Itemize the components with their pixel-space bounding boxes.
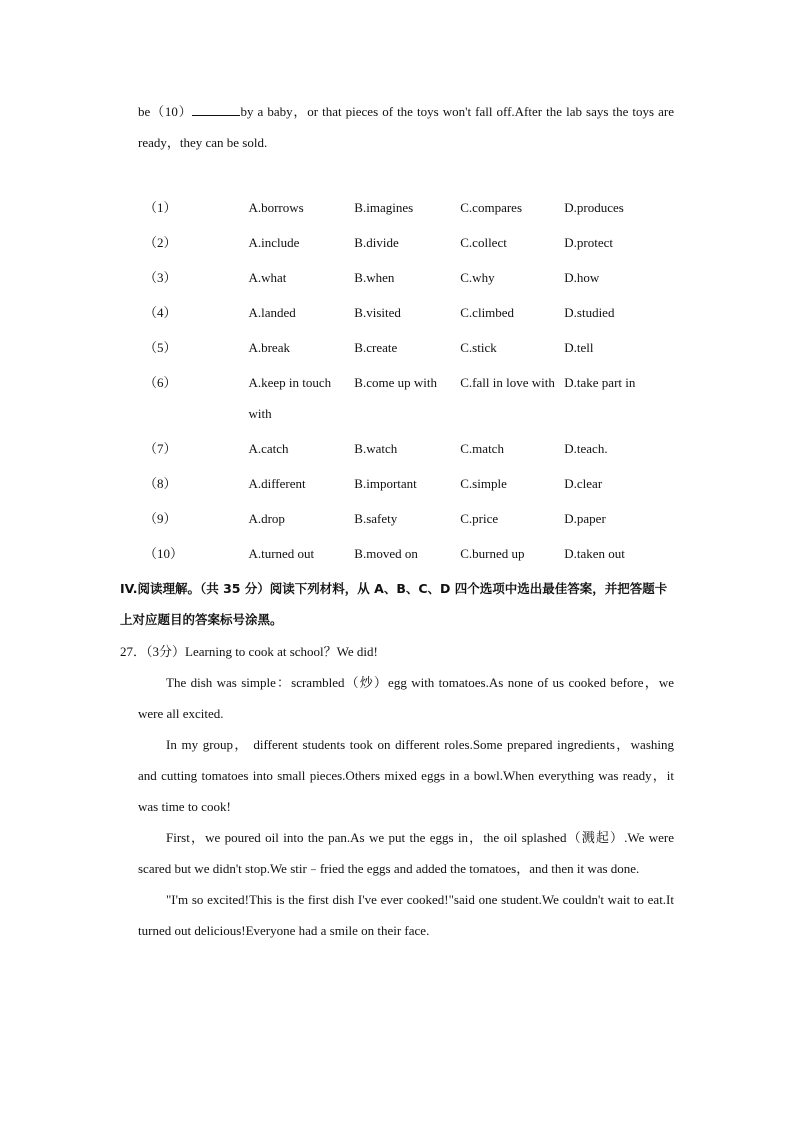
option-a: A.catch [248,441,289,456]
option-number: （9） [144,511,177,526]
question-label: 27．（3分） [120,644,186,659]
option-row [138,332,678,367]
option-c: C.simple [460,476,507,491]
option-row [138,538,678,573]
option-b: B.visited [354,305,401,320]
option-row [138,297,678,332]
option-number: （8） [144,476,177,491]
option-b: B.divide [354,235,399,250]
question-title: Learning to cook at school？We did! [185,644,378,659]
option-b: B.important [354,476,417,491]
option-number: （3） [144,270,177,285]
intro-paragraph [138,96,674,158]
option-a: A.landed [248,305,296,320]
option-a: A.drop [248,511,285,526]
option-row [138,192,678,227]
option-b: B.imagines [354,200,414,215]
intro-before-blank: be（10） [138,104,193,119]
option-d: D.clear [564,476,603,491]
option-d: D.produces [564,200,624,215]
section-heading: IV.阅读理解。（共 35 分）阅读下列材料，从 A、B、C、D 四个选项中选出最佳答案，并把答题卡上对应题目的答案标号涂黑。 [120,581,668,627]
option-row [138,227,678,262]
answer-blank [192,103,240,116]
option-number: （1） [144,200,177,215]
option-a: A.what [248,270,287,285]
option-row [138,503,678,538]
option-b: B.moved on [354,546,418,561]
option-row [138,433,678,468]
option-row [138,262,678,297]
option-c: C.climbed [460,305,515,320]
option-number: （4） [144,305,177,320]
option-d: D.taken out [564,546,625,561]
option-a: A.include [248,235,300,250]
option-c: C.stick [460,340,497,355]
option-row [138,468,678,503]
option-a: A.different [248,476,306,491]
story-paragraph: First，we poured oil into the pan.As we put the eggs in，the oil splashed（溅起）.We were scared but we didn't stop.We stir﹣fried the eggs and added the tomatoes，and then it was done. [138,830,674,876]
options-table [138,192,678,573]
option-d: D.tell [564,340,594,355]
option-b: B.when [354,270,395,285]
option-a: A.turned out [248,546,315,561]
option-row [138,367,678,433]
option-number: （2） [144,235,177,250]
option-number: （7） [144,441,177,456]
story-text [138,667,674,946]
option-number: （10） [144,546,184,561]
option-c: C.why [460,270,495,285]
option-number: （5） [144,340,177,355]
option-b: B.watch [354,441,398,456]
option-c: C.match [460,441,504,456]
option-b: B.create [354,340,398,355]
option-c: C.compares [460,200,522,215]
option-d: D.take part in [564,375,636,390]
option-a: A.keep in touch with [248,375,332,421]
option-number: （6） [144,375,177,390]
option-d: D.protect [564,235,613,250]
intro-after-blank: by a baby，or that pieces of the toys won't fall off.After the lab says the toys are ready，they can be sold. [138,104,674,150]
story-paragraph: The dish was simple：scrambled（炒）egg with tomatoes.As none of us cooked before，we were all excited. [138,675,674,721]
option-c: C.burned up [460,546,525,561]
option-c: C.price [460,511,499,526]
story-paragraph: In my group， different students took on different roles.Some prepared ingredients，washing and cutting tomatoes into small pieces.Others mixed eggs in a bowl.When everything was ready，it was time to cook! [138,737,674,814]
option-d: D.paper [564,511,606,526]
option-c: C.fall in love with [460,375,555,390]
option-c: C.collect [460,235,507,250]
option-d: D.teach. [564,441,608,456]
story-paragraph: "I'm so excited!This is the first dish I've ever cooked!"said one student.We couldn't wait to eat.It turned out delicious!Everyone had a smile on their face. [138,892,674,938]
option-a: A.break [248,340,290,355]
option-d: D.studied [564,305,615,320]
question-heading [120,636,378,667]
option-a: A.borrows [248,200,304,215]
option-d: D.how [564,270,600,285]
option-b: B.come up with [354,375,437,390]
option-b: B.safety [354,511,398,526]
